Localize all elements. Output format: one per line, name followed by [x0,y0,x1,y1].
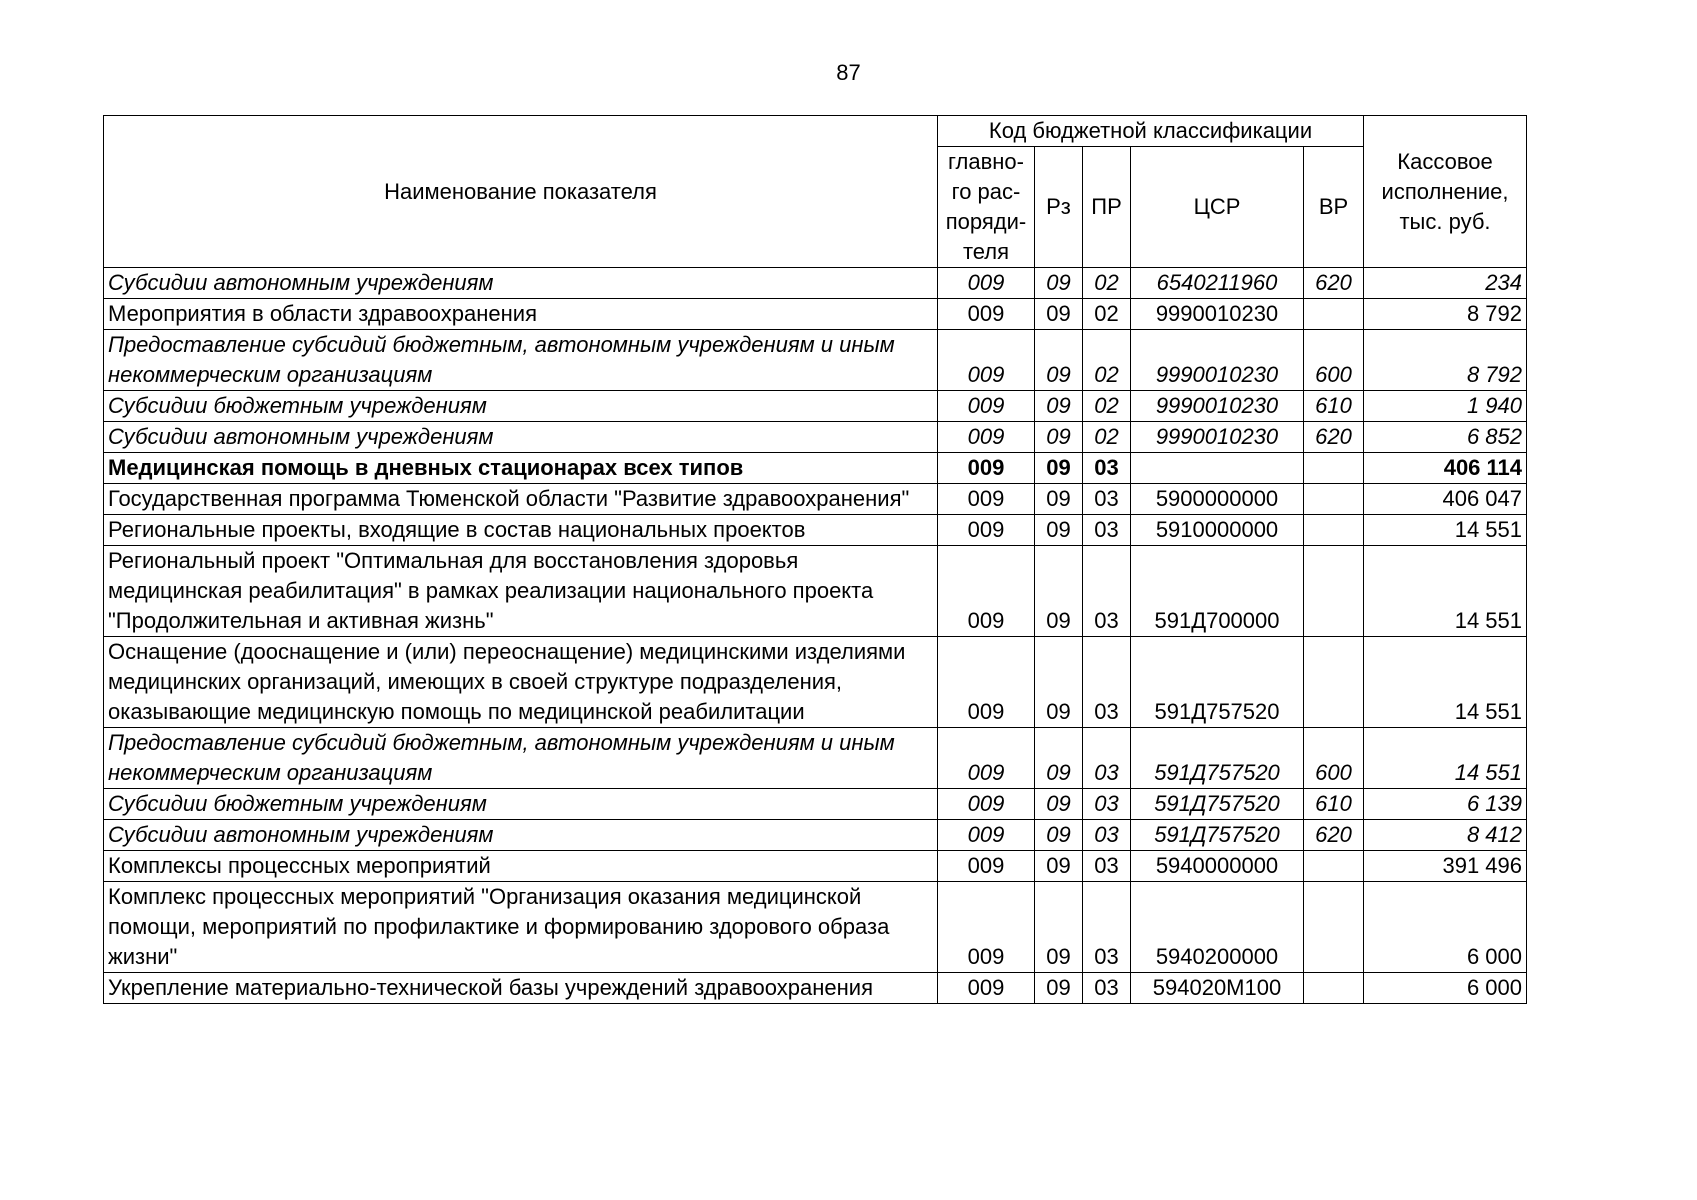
cell-glavnogo: 009 [938,789,1035,820]
table-body [104,268,1527,1004]
cell-sum: 14 551 [1364,637,1527,728]
cell-name: Субсидии автономным учреждениям [104,268,938,299]
cell-pr: 02 [1083,268,1131,299]
cell-sum: 14 551 [1364,546,1527,637]
cell-name: Комплекс процессных мероприятий "Организация оказания медицинской помощи, мероприятий по профилактике и формированию здорового образа жизни" [104,882,938,973]
cell-name: Оснащение (дооснащение и (или) переоснащение) медицинскими изделиями медицинских организаций, имеющих в своей структуре подразделения, оказывающие медицинскую помощь по медицинской реабилитации [104,637,938,728]
cell-csr: 594020M100 [1131,973,1304,1004]
table-row [104,299,1527,330]
cell-sum: 6 000 [1364,973,1527,1004]
cell-csr: 5910000000 [1131,515,1304,546]
cell-glavnogo: 009 [938,851,1035,882]
table-row [104,637,1527,728]
cell-name: Региональные проекты, входящие в состав национальных проектов [104,515,938,546]
cell-pr: 03 [1083,851,1131,882]
cell-glavnogo: 009 [938,882,1035,973]
cell-vr: 610 [1304,391,1364,422]
cell-csr: 6540211960 [1131,268,1304,299]
cell-vr [1304,973,1364,1004]
cell-rz: 09 [1035,391,1083,422]
cell-sum: 8 792 [1364,330,1527,391]
cell-glavnogo: 009 [938,299,1035,330]
cell-rz: 09 [1035,789,1083,820]
cell-sum: 6 139 [1364,789,1527,820]
cell-glavnogo: 009 [938,515,1035,546]
cell-sum: 406 047 [1364,484,1527,515]
table-row [104,973,1527,1004]
cell-name: Комплексы процессных мероприятий [104,851,938,882]
cell-csr: 591Д757520 [1131,789,1304,820]
cell-vr [1304,637,1364,728]
cell-vr [1304,484,1364,515]
cell-vr [1304,882,1364,973]
cell-csr: 5940200000 [1131,882,1304,973]
cell-sum: 8 792 [1364,299,1527,330]
cell-name: Предоставление субсидий бюджетным, автономным учреждениям и иным некоммерческим организациям [104,728,938,789]
cell-glavnogo: 009 [938,484,1035,515]
cell-sum: 1 940 [1364,391,1527,422]
cell-rz: 09 [1035,453,1083,484]
cell-name: Предоставление субсидий бюджетным, автономным учреждениям и иным некоммерческим организациям [104,330,938,391]
header-csr: ЦСР [1131,147,1304,268]
cell-pr: 03 [1083,484,1131,515]
table-row [104,728,1527,789]
cell-vr [1304,515,1364,546]
table-row [104,882,1527,973]
cell-vr: 620 [1304,422,1364,453]
header-sum: Кассовое исполнение, тыс. руб. [1364,116,1527,268]
table-row [104,453,1527,484]
table-row [104,789,1527,820]
cell-name: Укрепление материально-технической базы учреждений здравоохранения [104,973,938,1004]
cell-rz: 09 [1035,299,1083,330]
cell-sum: 6 000 [1364,882,1527,973]
cell-glavnogo: 009 [938,973,1035,1004]
cell-pr: 03 [1083,728,1131,789]
table-row [104,391,1527,422]
cell-pr: 03 [1083,973,1131,1004]
table-row [104,820,1527,851]
cell-rz: 09 [1035,268,1083,299]
cell-name: Субсидии автономным учреждениям [104,422,938,453]
cell-rz: 09 [1035,882,1083,973]
cell-glavnogo: 009 [938,453,1035,484]
table-row [104,268,1527,299]
cell-pr: 02 [1083,391,1131,422]
cell-sum: 6 852 [1364,422,1527,453]
cell-csr: 5940000000 [1131,851,1304,882]
header-rz: Рз [1035,147,1083,268]
cell-vr [1304,851,1364,882]
cell-name: Субсидии бюджетным учреждениям [104,789,938,820]
cell-csr: 591Д757520 [1131,728,1304,789]
cell-glavnogo: 009 [938,268,1035,299]
cell-glavnogo: 009 [938,546,1035,637]
cell-name: Региональный проект "Оптимальная для восстановления здоровья медицинская реабилитация" в рамках реализации национального проекта "Продолжительная и активная жизнь" [104,546,938,637]
table-row [104,484,1527,515]
cell-name: Субсидии бюджетным учреждениям [104,391,938,422]
cell-sum: 14 551 [1364,515,1527,546]
cell-name: Субсидии автономным учреждениям [104,820,938,851]
cell-rz: 09 [1035,330,1083,391]
cell-pr: 02 [1083,299,1131,330]
cell-pr: 03 [1083,453,1131,484]
cell-rz: 09 [1035,728,1083,789]
cell-sum: 234 [1364,268,1527,299]
cell-csr: 9990010230 [1131,391,1304,422]
cell-vr [1304,546,1364,637]
header-code-group: Код бюджетной классификации [938,116,1364,147]
cell-rz: 09 [1035,484,1083,515]
page-number: 87 [836,60,861,85]
budget-table [103,115,1527,1004]
cell-pr: 03 [1083,515,1131,546]
cell-vr: 610 [1304,789,1364,820]
cell-rz: 09 [1035,820,1083,851]
cell-vr: 600 [1304,728,1364,789]
cell-glavnogo: 009 [938,637,1035,728]
cell-name: Мероприятия в области здравоохранения [104,299,938,330]
cell-csr: 9990010230 [1131,299,1304,330]
table-row [104,851,1527,882]
cell-glavnogo: 009 [938,728,1035,789]
cell-glavnogo: 009 [938,391,1035,422]
cell-vr: 620 [1304,268,1364,299]
table-row [104,515,1527,546]
cell-rz: 09 [1035,637,1083,728]
cell-rz: 09 [1035,546,1083,637]
cell-csr [1131,453,1304,484]
cell-vr: 600 [1304,330,1364,391]
cell-pr: 03 [1083,789,1131,820]
cell-name: Медицинская помощь в дневных стационарах всех типов [104,453,938,484]
cell-csr: 591Д757520 [1131,820,1304,851]
cell-glavnogo: 009 [938,820,1035,851]
header-name: Наименование показателя [104,116,938,268]
table-row [104,546,1527,637]
cell-sum: 14 551 [1364,728,1527,789]
table-row [104,330,1527,391]
cell-vr: 620 [1304,820,1364,851]
cell-vr [1304,453,1364,484]
cell-rz: 09 [1035,515,1083,546]
cell-pr: 02 [1083,422,1131,453]
cell-glavnogo: 009 [938,330,1035,391]
cell-name: Государственная программа Тюменской области "Развитие здравоохранения" [104,484,938,515]
header-pr: ПР [1083,147,1131,268]
cell-csr: 9990010230 [1131,330,1304,391]
cell-pr: 03 [1083,882,1131,973]
cell-vr [1304,299,1364,330]
cell-csr: 9990010230 [1131,422,1304,453]
cell-rz: 09 [1035,851,1083,882]
cell-glavnogo: 009 [938,422,1035,453]
cell-pr: 03 [1083,637,1131,728]
cell-csr: 591Д700000 [1131,546,1304,637]
cell-pr: 03 [1083,546,1131,637]
cell-csr: 5900000000 [1131,484,1304,515]
cell-sum: 391 496 [1364,851,1527,882]
cell-csr: 591Д757520 [1131,637,1304,728]
cell-pr: 02 [1083,330,1131,391]
cell-sum: 8 412 [1364,820,1527,851]
header-vr: ВР [1304,147,1364,268]
table-header [104,116,1527,268]
cell-rz: 09 [1035,422,1083,453]
header-glavnogo: главно-го рас-поряди-теля [938,147,1035,268]
table-row [104,422,1527,453]
cell-pr: 03 [1083,820,1131,851]
cell-sum: 406 114 [1364,453,1527,484]
cell-rz: 09 [1035,973,1083,1004]
